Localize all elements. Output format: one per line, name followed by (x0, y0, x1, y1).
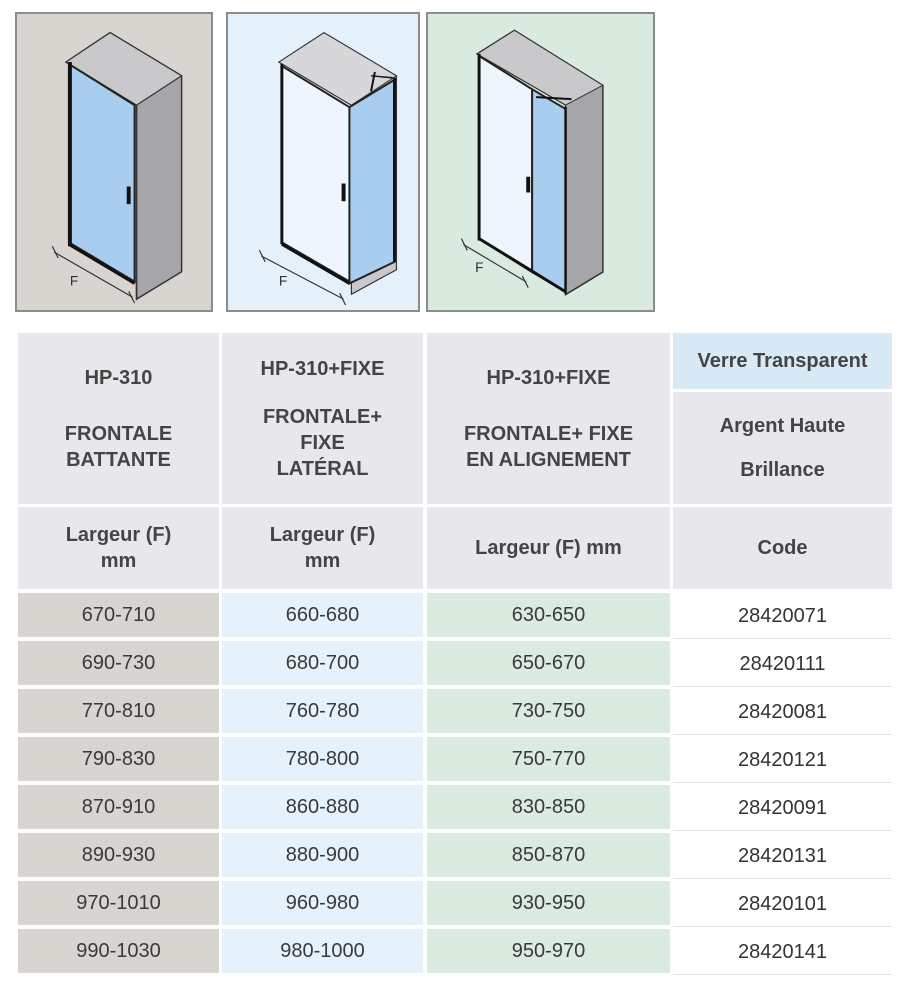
width-range-fixe-lateral: 680-700 (222, 641, 423, 687)
model-description: FIXE (300, 431, 345, 454)
width-range-frontale-battante: 890-930 (18, 833, 219, 879)
width-range-fixe-lateral: 780-800 (222, 737, 423, 783)
width-range-fixe-alignement: 830-850 (427, 785, 670, 831)
model-name: HP-310 (84, 366, 153, 389)
header-finish (673, 392, 892, 504)
width-label: Largeur (F) (65, 524, 172, 546)
width-label: Largeur (F) mm (475, 537, 622, 559)
model-description: FRONTALE+ FIXE (463, 422, 634, 445)
product-code: 28420111 (673, 641, 892, 687)
code-label: Code (757, 537, 808, 559)
header-col2 (222, 333, 423, 504)
model-name: HP-310+FIXE (260, 357, 385, 380)
width-range-fixe-alignement: 930-950 (427, 881, 670, 927)
dimension-label-f: F (278, 273, 288, 289)
width-range-frontale-battante: 970-1010 (18, 881, 219, 927)
dimension-label-f: F (475, 260, 484, 276)
product-code: 28420081 (673, 689, 892, 735)
header-glass-type (673, 333, 892, 389)
width-range-fixe-lateral: 860-880 (222, 785, 423, 831)
finish-label: Brillance (740, 459, 825, 481)
header-col3 (427, 333, 670, 504)
width-range-fixe-alignement: 630-650 (427, 593, 670, 639)
model-description: BATTANTE (66, 448, 171, 471)
product-code: 28420091 (673, 785, 892, 831)
product-code: 28420141 (673, 929, 892, 975)
illustration-frontale-fixe-lateral (226, 12, 420, 312)
width-label: mm (304, 550, 341, 572)
width-range-frontale-battante: 990-1030 (18, 929, 219, 975)
model-description: FRONTALE+ (262, 405, 383, 428)
width-range-frontale-battante: 670-710 (18, 593, 219, 639)
width-range-fixe-lateral: 760-780 (222, 689, 423, 735)
finish-label: Argent Haute (719, 415, 846, 437)
product-code: 28420071 (673, 593, 892, 639)
header-col1 (18, 333, 219, 504)
dimension-label-f: F (69, 273, 79, 289)
width-range-fixe-alignement: 950-970 (427, 929, 670, 975)
model-description: LATÉRAL (276, 457, 369, 480)
header-width-col2 (222, 507, 423, 589)
width-range-fixe-lateral: 980-1000 (222, 929, 423, 975)
header-width-col3 (427, 507, 670, 589)
width-range-fixe-alignement: 730-750 (427, 689, 670, 735)
product-code: 28420121 (673, 737, 892, 783)
shower-enclosure-drawing-1 (17, 14, 211, 310)
width-range-fixe-lateral: 880-900 (222, 833, 423, 879)
width-range-fixe-lateral: 960-980 (222, 881, 423, 927)
product-code: 28420101 (673, 881, 892, 927)
width-label: mm (100, 550, 137, 572)
width-range-fixe-lateral: 660-680 (222, 593, 423, 639)
model-name: HP-310+FIXE (486, 366, 611, 389)
model-description: EN ALIGNEMENT (466, 448, 631, 471)
shower-enclosure-drawing-2 (228, 14, 418, 310)
width-range-fixe-alignement: 750-770 (427, 737, 670, 783)
illustration-frontale-fixe-alignement (426, 12, 655, 312)
product-code: 28420131 (673, 833, 892, 879)
header-width-col1 (18, 507, 219, 589)
model-description: FRONTALE (64, 422, 173, 445)
width-range-fixe-alignement: 850-870 (427, 833, 670, 879)
glass-type-label: Verre Transparent (697, 350, 868, 372)
width-range-frontale-battante: 790-830 (18, 737, 219, 783)
header-code (673, 507, 892, 589)
width-range-frontale-battante: 770-810 (18, 689, 219, 735)
illustration-frontale-battante (15, 12, 213, 312)
width-range-frontale-battante: 690-730 (18, 641, 219, 687)
width-range-fixe-alignement: 650-670 (427, 641, 670, 687)
shower-enclosure-drawing-3 (428, 14, 653, 310)
width-range-frontale-battante: 870-910 (18, 785, 219, 831)
width-label: Largeur (F) (269, 524, 376, 546)
